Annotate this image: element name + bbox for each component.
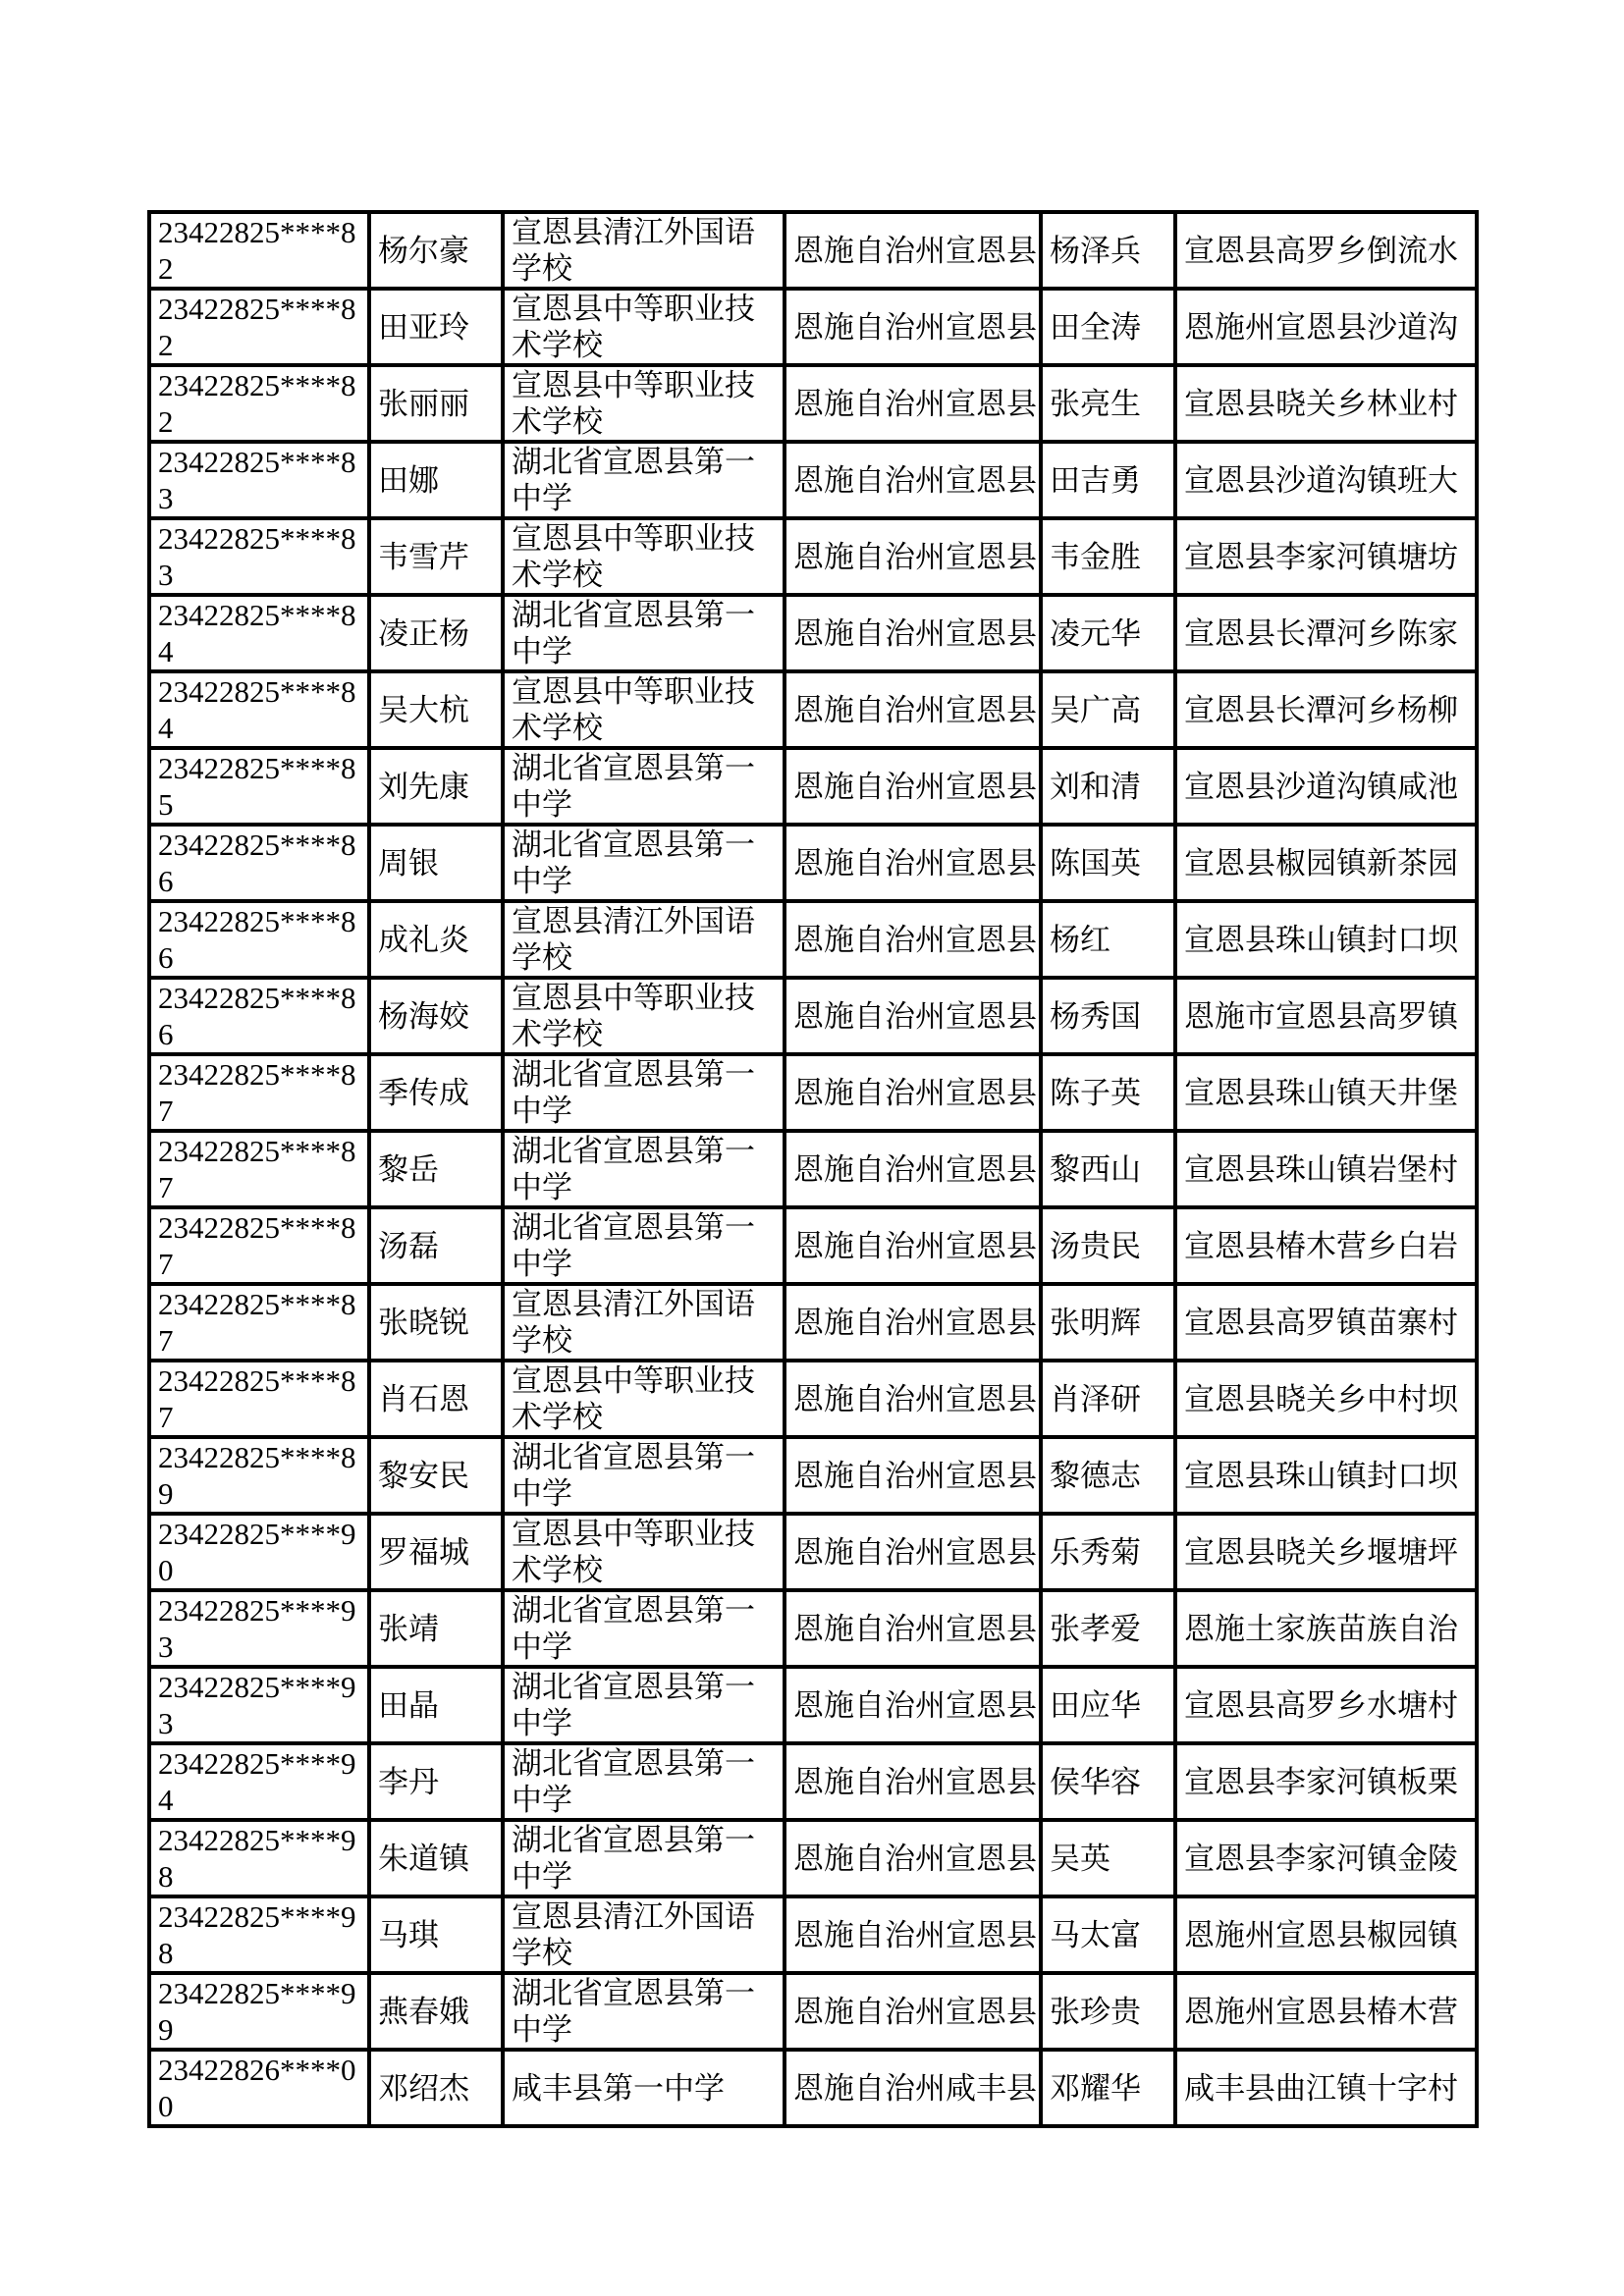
- cell-school: 湖北省宣恩县第一中学: [503, 1973, 785, 2050]
- cell-student_name: 韦雪芹: [369, 518, 503, 595]
- cell-student_name: 汤磊: [369, 1207, 503, 1284]
- cell-school: 宣恩县清江外国语学校: [503, 212, 785, 289]
- cell-district: 恩施自治州宣恩县: [785, 518, 1041, 595]
- cell-student_name: 季传成: [369, 1054, 503, 1131]
- cell-district: 恩施自治州宣恩县: [785, 1973, 1041, 2050]
- cell-district: 恩施自治州宣恩县: [785, 1437, 1041, 1514]
- cell-school: 湖北省宣恩县第一中学: [503, 825, 785, 901]
- table-row: [149, 825, 1477, 901]
- cell-address: 宣恩县高罗乡倒流水: [1175, 212, 1477, 289]
- cell-address: 恩施土家族苗族自治: [1175, 1590, 1477, 1667]
- cell-address: 宣恩县高罗镇苗寨村: [1175, 1284, 1477, 1361]
- cell-exam_id: 23422825****93: [149, 1667, 369, 1743]
- cell-parent_name: 张孝爱: [1041, 1590, 1175, 1667]
- cell-district: 恩施自治州宣恩县: [785, 212, 1041, 289]
- cell-exam_id: 23422825****82: [149, 365, 369, 442]
- cell-parent_name: 马太富: [1041, 1896, 1175, 1973]
- cell-parent_name: 乐秀菊: [1041, 1514, 1175, 1590]
- cell-exam_id: 23422825****93: [149, 1590, 369, 1667]
- cell-school: 湖北省宣恩县第一中学: [503, 748, 785, 825]
- cell-address: 宣恩县晓关乡中村坝: [1175, 1361, 1477, 1437]
- cell-district: 恩施自治州宣恩县: [785, 289, 1041, 365]
- cell-parent_name: 肖泽研: [1041, 1361, 1175, 1437]
- cell-student_name: 刘先康: [369, 748, 503, 825]
- cell-address: 宣恩县长潭河乡杨柳: [1175, 671, 1477, 748]
- cell-address: 宣恩县沙道沟镇班大: [1175, 442, 1477, 518]
- table-row: [149, 442, 1477, 518]
- cell-student_name: 田晶: [369, 1667, 503, 1743]
- cell-parent_name: 侯华容: [1041, 1743, 1175, 1820]
- cell-district: 恩施自治州宣恩县: [785, 1743, 1041, 1820]
- cell-exam_id: 23422825****82: [149, 289, 369, 365]
- table-row: [149, 1514, 1477, 1590]
- cell-district: 恩施自治州宣恩县: [785, 442, 1041, 518]
- cell-school: 宣恩县清江外国语学校: [503, 1284, 785, 1361]
- cell-exam_id: 23422825****87: [149, 1054, 369, 1131]
- cell-parent_name: 邓耀华: [1041, 2050, 1175, 2126]
- table-row: [149, 1896, 1477, 1973]
- cell-school: 湖北省宣恩县第一中学: [503, 1667, 785, 1743]
- cell-school: 宣恩县中等职业技术学校: [503, 1361, 785, 1437]
- cell-parent_name: 黎德志: [1041, 1437, 1175, 1514]
- cell-address: 宣恩县晓关乡堰塘坪: [1175, 1514, 1477, 1590]
- table-row: [149, 365, 1477, 442]
- cell-student_name: 凌正杨: [369, 595, 503, 671]
- cell-district: 恩施自治州宣恩县: [785, 365, 1041, 442]
- table-row: [149, 1437, 1477, 1514]
- table-row: [149, 1131, 1477, 1207]
- cell-exam_id: 23422825****84: [149, 671, 369, 748]
- cell-district: 恩施自治州宣恩县: [785, 825, 1041, 901]
- cell-exam_id: 23422825****87: [149, 1361, 369, 1437]
- cell-parent_name: 刘和清: [1041, 748, 1175, 825]
- student-roster-table: [147, 210, 1479, 2128]
- cell-student_name: 张丽丽: [369, 365, 503, 442]
- table-row: [149, 901, 1477, 978]
- cell-parent_name: 张珍贵: [1041, 1973, 1175, 2050]
- table-row: [149, 289, 1477, 365]
- cell-exam_id: 23422825****87: [149, 1284, 369, 1361]
- cell-school: 湖北省宣恩县第一中学: [503, 442, 785, 518]
- cell-exam_id: 23422825****86: [149, 901, 369, 978]
- cell-parent_name: 陈国英: [1041, 825, 1175, 901]
- cell-exam_id: 23422825****83: [149, 518, 369, 595]
- cell-student_name: 黎安民: [369, 1437, 503, 1514]
- cell-address: 宣恩县李家河镇板栗: [1175, 1743, 1477, 1820]
- cell-student_name: 燕春娥: [369, 1973, 503, 2050]
- cell-district: 恩施自治州宣恩县: [785, 1514, 1041, 1590]
- cell-address: 宣恩县长潭河乡陈家: [1175, 595, 1477, 671]
- cell-district: 恩施自治州宣恩县: [785, 1054, 1041, 1131]
- cell-address: 恩施市宣恩县高罗镇: [1175, 978, 1477, 1054]
- cell-district: 恩施自治州宣恩县: [785, 1284, 1041, 1361]
- cell-student_name: 成礼炎: [369, 901, 503, 978]
- table-row: [149, 2050, 1477, 2126]
- cell-district: 恩施自治州宣恩县: [785, 748, 1041, 825]
- cell-district: 恩施自治州宣恩县: [785, 595, 1041, 671]
- cell-parent_name: 凌元华: [1041, 595, 1175, 671]
- cell-exam_id: 23422825****98: [149, 1896, 369, 1973]
- cell-district: 恩施自治州宣恩县: [785, 1590, 1041, 1667]
- table-row: [149, 1590, 1477, 1667]
- table-row: [149, 518, 1477, 595]
- cell-exam_id: 23422825****84: [149, 595, 369, 671]
- cell-school: 宣恩县中等职业技术学校: [503, 1514, 785, 1590]
- cell-student_name: 罗福城: [369, 1514, 503, 1590]
- table-row: [149, 1207, 1477, 1284]
- cell-address: 恩施州宣恩县椿木营: [1175, 1973, 1477, 2050]
- student-roster-body: [149, 212, 1477, 2126]
- cell-school: 宣恩县中等职业技术学校: [503, 978, 785, 1054]
- cell-student_name: 田亚玲: [369, 289, 503, 365]
- cell-parent_name: 吴英: [1041, 1820, 1175, 1896]
- cell-exam_id: 23422825****87: [149, 1207, 369, 1284]
- cell-parent_name: 黎西山: [1041, 1131, 1175, 1207]
- cell-address: 咸丰县曲江镇十字村: [1175, 2050, 1477, 2126]
- cell-school: 湖北省宣恩县第一中学: [503, 1207, 785, 1284]
- cell-school: 湖北省宣恩县第一中学: [503, 1820, 785, 1896]
- cell-student_name: 张靖: [369, 1590, 503, 1667]
- cell-parent_name: 田吉勇: [1041, 442, 1175, 518]
- cell-exam_id: 23422825****94: [149, 1743, 369, 1820]
- cell-school: 湖北省宣恩县第一中学: [503, 1437, 785, 1514]
- cell-district: 恩施自治州宣恩县: [785, 1361, 1041, 1437]
- cell-parent_name: 杨泽兵: [1041, 212, 1175, 289]
- cell-district: 恩施自治州宣恩县: [785, 671, 1041, 748]
- cell-parent_name: 田全涛: [1041, 289, 1175, 365]
- cell-school: 咸丰县第一中学: [503, 2050, 785, 2126]
- cell-district: 恩施自治州宣恩县: [785, 1820, 1041, 1896]
- cell-school: 宣恩县中等职业技术学校: [503, 365, 785, 442]
- cell-student_name: 马琪: [369, 1896, 503, 1973]
- cell-parent_name: 韦金胜: [1041, 518, 1175, 595]
- table-row: [149, 1820, 1477, 1896]
- cell-exam_id: 23422825****86: [149, 978, 369, 1054]
- cell-school: 宣恩县中等职业技术学校: [503, 289, 785, 365]
- cell-address: 宣恩县沙道沟镇咸池: [1175, 748, 1477, 825]
- cell-parent_name: 吴广高: [1041, 671, 1175, 748]
- cell-student_name: 周银: [369, 825, 503, 901]
- cell-parent_name: 杨秀国: [1041, 978, 1175, 1054]
- cell-exam_id: 23422825****83: [149, 442, 369, 518]
- cell-parent_name: 张明辉: [1041, 1284, 1175, 1361]
- cell-student_name: 田娜: [369, 442, 503, 518]
- cell-student_name: 张晓锐: [369, 1284, 503, 1361]
- cell-student_name: 朱道镇: [369, 1820, 503, 1896]
- cell-school: 宣恩县中等职业技术学校: [503, 518, 785, 595]
- cell-address: 宣恩县李家河镇金陵: [1175, 1820, 1477, 1896]
- cell-school: 湖北省宣恩县第一中学: [503, 1590, 785, 1667]
- cell-school: 湖北省宣恩县第一中学: [503, 1743, 785, 1820]
- table-row: [149, 1054, 1477, 1131]
- table-row: [149, 978, 1477, 1054]
- table-row: [149, 1284, 1477, 1361]
- cell-exam_id: 23422825****98: [149, 1820, 369, 1896]
- table-row: [149, 1973, 1477, 2050]
- cell-student_name: 杨海姣: [369, 978, 503, 1054]
- table-row: [149, 1361, 1477, 1437]
- cell-address: 宣恩县椿木营乡白岩: [1175, 1207, 1477, 1284]
- cell-parent_name: 杨红: [1041, 901, 1175, 978]
- cell-school: 湖北省宣恩县第一中学: [503, 1131, 785, 1207]
- cell-exam_id: 23422825****99: [149, 1973, 369, 2050]
- cell-school: 宣恩县清江外国语学校: [503, 1896, 785, 1973]
- cell-exam_id: 23422825****86: [149, 825, 369, 901]
- cell-exam_id: 23422826****00: [149, 2050, 369, 2126]
- cell-school: 宣恩县清江外国语学校: [503, 901, 785, 978]
- cell-district: 恩施自治州宣恩县: [785, 901, 1041, 978]
- table-row: [149, 671, 1477, 748]
- cell-exam_id: 23422825****90: [149, 1514, 369, 1590]
- cell-district: 恩施自治州宣恩县: [785, 1207, 1041, 1284]
- table-row: [149, 595, 1477, 671]
- cell-district: 恩施自治州咸丰县: [785, 2050, 1041, 2126]
- cell-student_name: 杨尔豪: [369, 212, 503, 289]
- cell-school: 宣恩县中等职业技术学校: [503, 671, 785, 748]
- cell-district: 恩施自治州宣恩县: [785, 978, 1041, 1054]
- cell-student_name: 肖石恩: [369, 1361, 503, 1437]
- cell-district: 恩施自治州宣恩县: [785, 1131, 1041, 1207]
- cell-exam_id: 23422825****85: [149, 748, 369, 825]
- cell-parent_name: 汤贵民: [1041, 1207, 1175, 1284]
- cell-student_name: 李丹: [369, 1743, 503, 1820]
- cell-student_name: 邓绍杰: [369, 2050, 503, 2126]
- cell-exam_id: 23422825****89: [149, 1437, 369, 1514]
- table-row: [149, 748, 1477, 825]
- cell-district: 恩施自治州宣恩县: [785, 1896, 1041, 1973]
- cell-parent_name: 陈子英: [1041, 1054, 1175, 1131]
- cell-student_name: 黎岳: [369, 1131, 503, 1207]
- cell-school: 湖北省宣恩县第一中学: [503, 595, 785, 671]
- table-row: [149, 1743, 1477, 1820]
- cell-address: 宣恩县珠山镇天井堡: [1175, 1054, 1477, 1131]
- cell-parent_name: 张亮生: [1041, 365, 1175, 442]
- cell-address: 宣恩县珠山镇封口坝: [1175, 1437, 1477, 1514]
- table-row: [149, 212, 1477, 289]
- cell-address: 恩施州宣恩县椒园镇: [1175, 1896, 1477, 1973]
- cell-district: 恩施自治州宣恩县: [785, 1667, 1041, 1743]
- cell-school: 湖北省宣恩县第一中学: [503, 1054, 785, 1131]
- cell-student_name: 吴大杭: [369, 671, 503, 748]
- cell-exam_id: 23422825****82: [149, 212, 369, 289]
- cell-address: 宣恩县珠山镇岩堡村: [1175, 1131, 1477, 1207]
- cell-parent_name: 田应华: [1041, 1667, 1175, 1743]
- cell-address: 宣恩县晓关乡林业村: [1175, 365, 1477, 442]
- table-row: [149, 1667, 1477, 1743]
- cell-address: 宣恩县椒园镇新茶园: [1175, 825, 1477, 901]
- cell-exam_id: 23422825****87: [149, 1131, 369, 1207]
- cell-address: 宣恩县高罗乡水塘村: [1175, 1667, 1477, 1743]
- cell-address: 宣恩县珠山镇封口坝: [1175, 901, 1477, 978]
- cell-address: 恩施州宣恩县沙道沟: [1175, 289, 1477, 365]
- cell-address: 宣恩县李家河镇塘坊: [1175, 518, 1477, 595]
